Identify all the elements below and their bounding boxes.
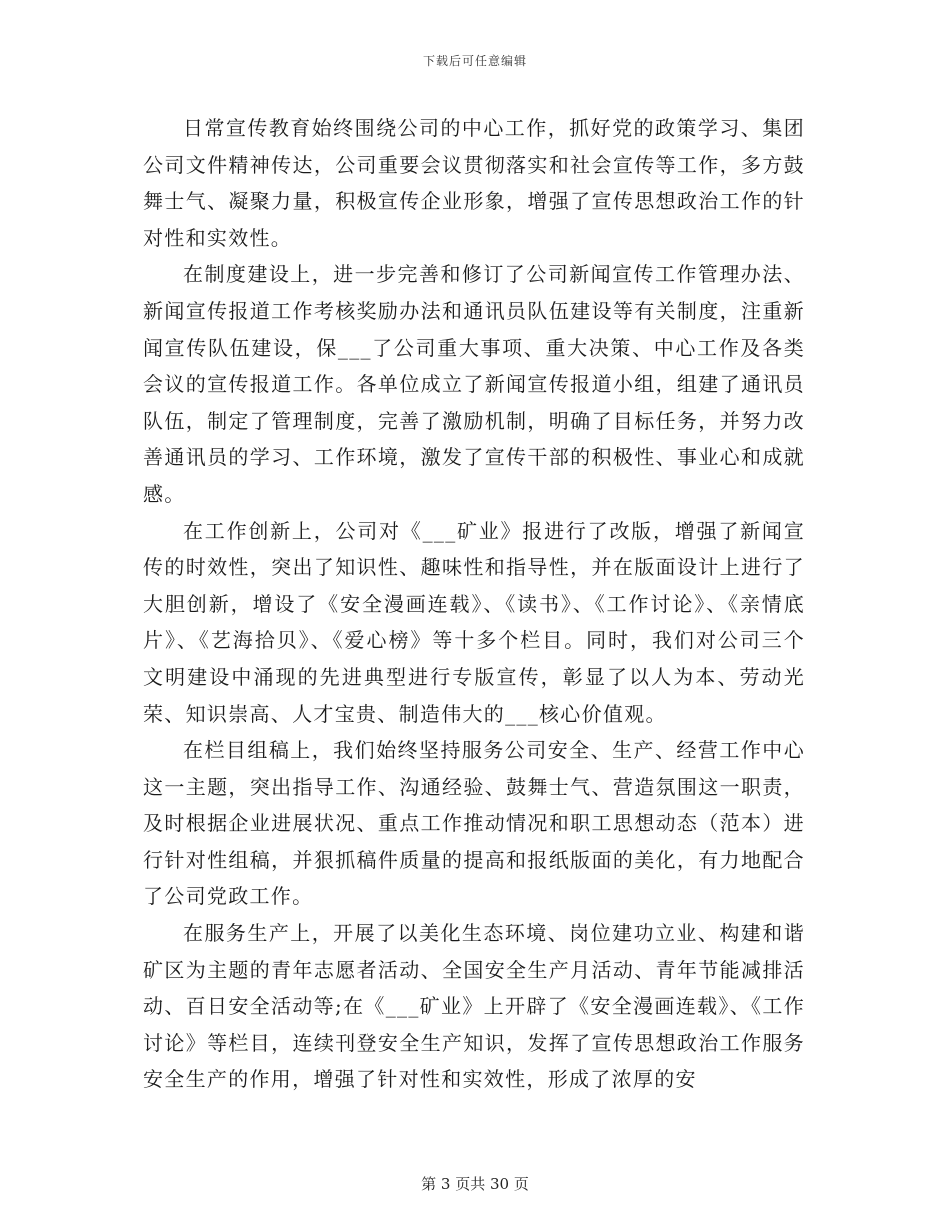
- paragraph-5: 在服务生产上，开展了以美化生态环境、岗位建功立业、构建和谐矿区为主题的青年志愿者活动、全国安全生产月活动、青年节能减排活动、百日安全活动等;在《___矿业》上开辟了《安全漫画连载》、《工作讨论》等栏目，连续刊登安全生产知识，发挥了宣传思想政治工作服务安全生产的作用，增强了针对性和实效性，形成了浓厚的安: [143, 921, 805, 1092]
- paragraph-3: 在工作创新上，公司对《___矿业》报进行了改版，增强了新闻宣传的时效性，突出了知识性、趣味性和指导性，并在版面设计上进行了大胆创新，增设了《安全漫画连载》、《读书》、《工作讨论》、《亲情底片》、《艺海拾贝》、《爱心榜》等十多个栏目。同时，我们对公司三个文明建设中涌现的先进典型进行专版宣传，彰显了以人为本、劳动光荣、知识崇高、人才宝贵、制造伟大的___核心价值观。: [143, 518, 805, 726]
- paragraph-4: 在栏目组稿上，我们始终坚持服务公司安全、生产、经营工作中心这一主题，突出指导工作、沟通经验、鼓舞士气、营造氛围这一职责，及时根据企业进展状况、重点工作推动情况和职工思想动态（范本）进行针对性组稿，并狠抓稿件质量的提高和报纸版面的美化，有力地配合了公司党政工作。: [143, 738, 805, 909]
- paragraph-1: 日常宣传教育始终围绕公司的中心工作，抓好党的政策学习、集团公司文件精神传达，公司重要会议贯彻落实和社会宣传等工作，多方鼓舞士气、凝聚力量，积极宣传企业形象，增强了宣传思想政治工作的针对性和实效性。: [143, 116, 805, 250]
- paragraph-2: 在制度建设上，进一步完善和修订了公司新闻宣传工作管理办法、新闻宣传报道工作考核奖励办法和通讯员队伍建设等有关制度，注重新闻宣传队伍建设，保___了公司重大事项、重大决策、中心工作及各类会议的宣传报道工作。各单位成立了新闻宣传报道小组，组建了通讯员队伍，制定了管理制度，完善了激励机制，明确了目标任务，并努力改善通讯员的学习、工作环境，激发了宣传干部的积极性、事业心和成就感。: [143, 262, 805, 506]
- document-body: [143, 110, 805, 1098]
- page-footer: 第 3 页共 30 页: [421, 1175, 529, 1193]
- page-header: 下载后可任意编辑: [422, 54, 527, 68]
